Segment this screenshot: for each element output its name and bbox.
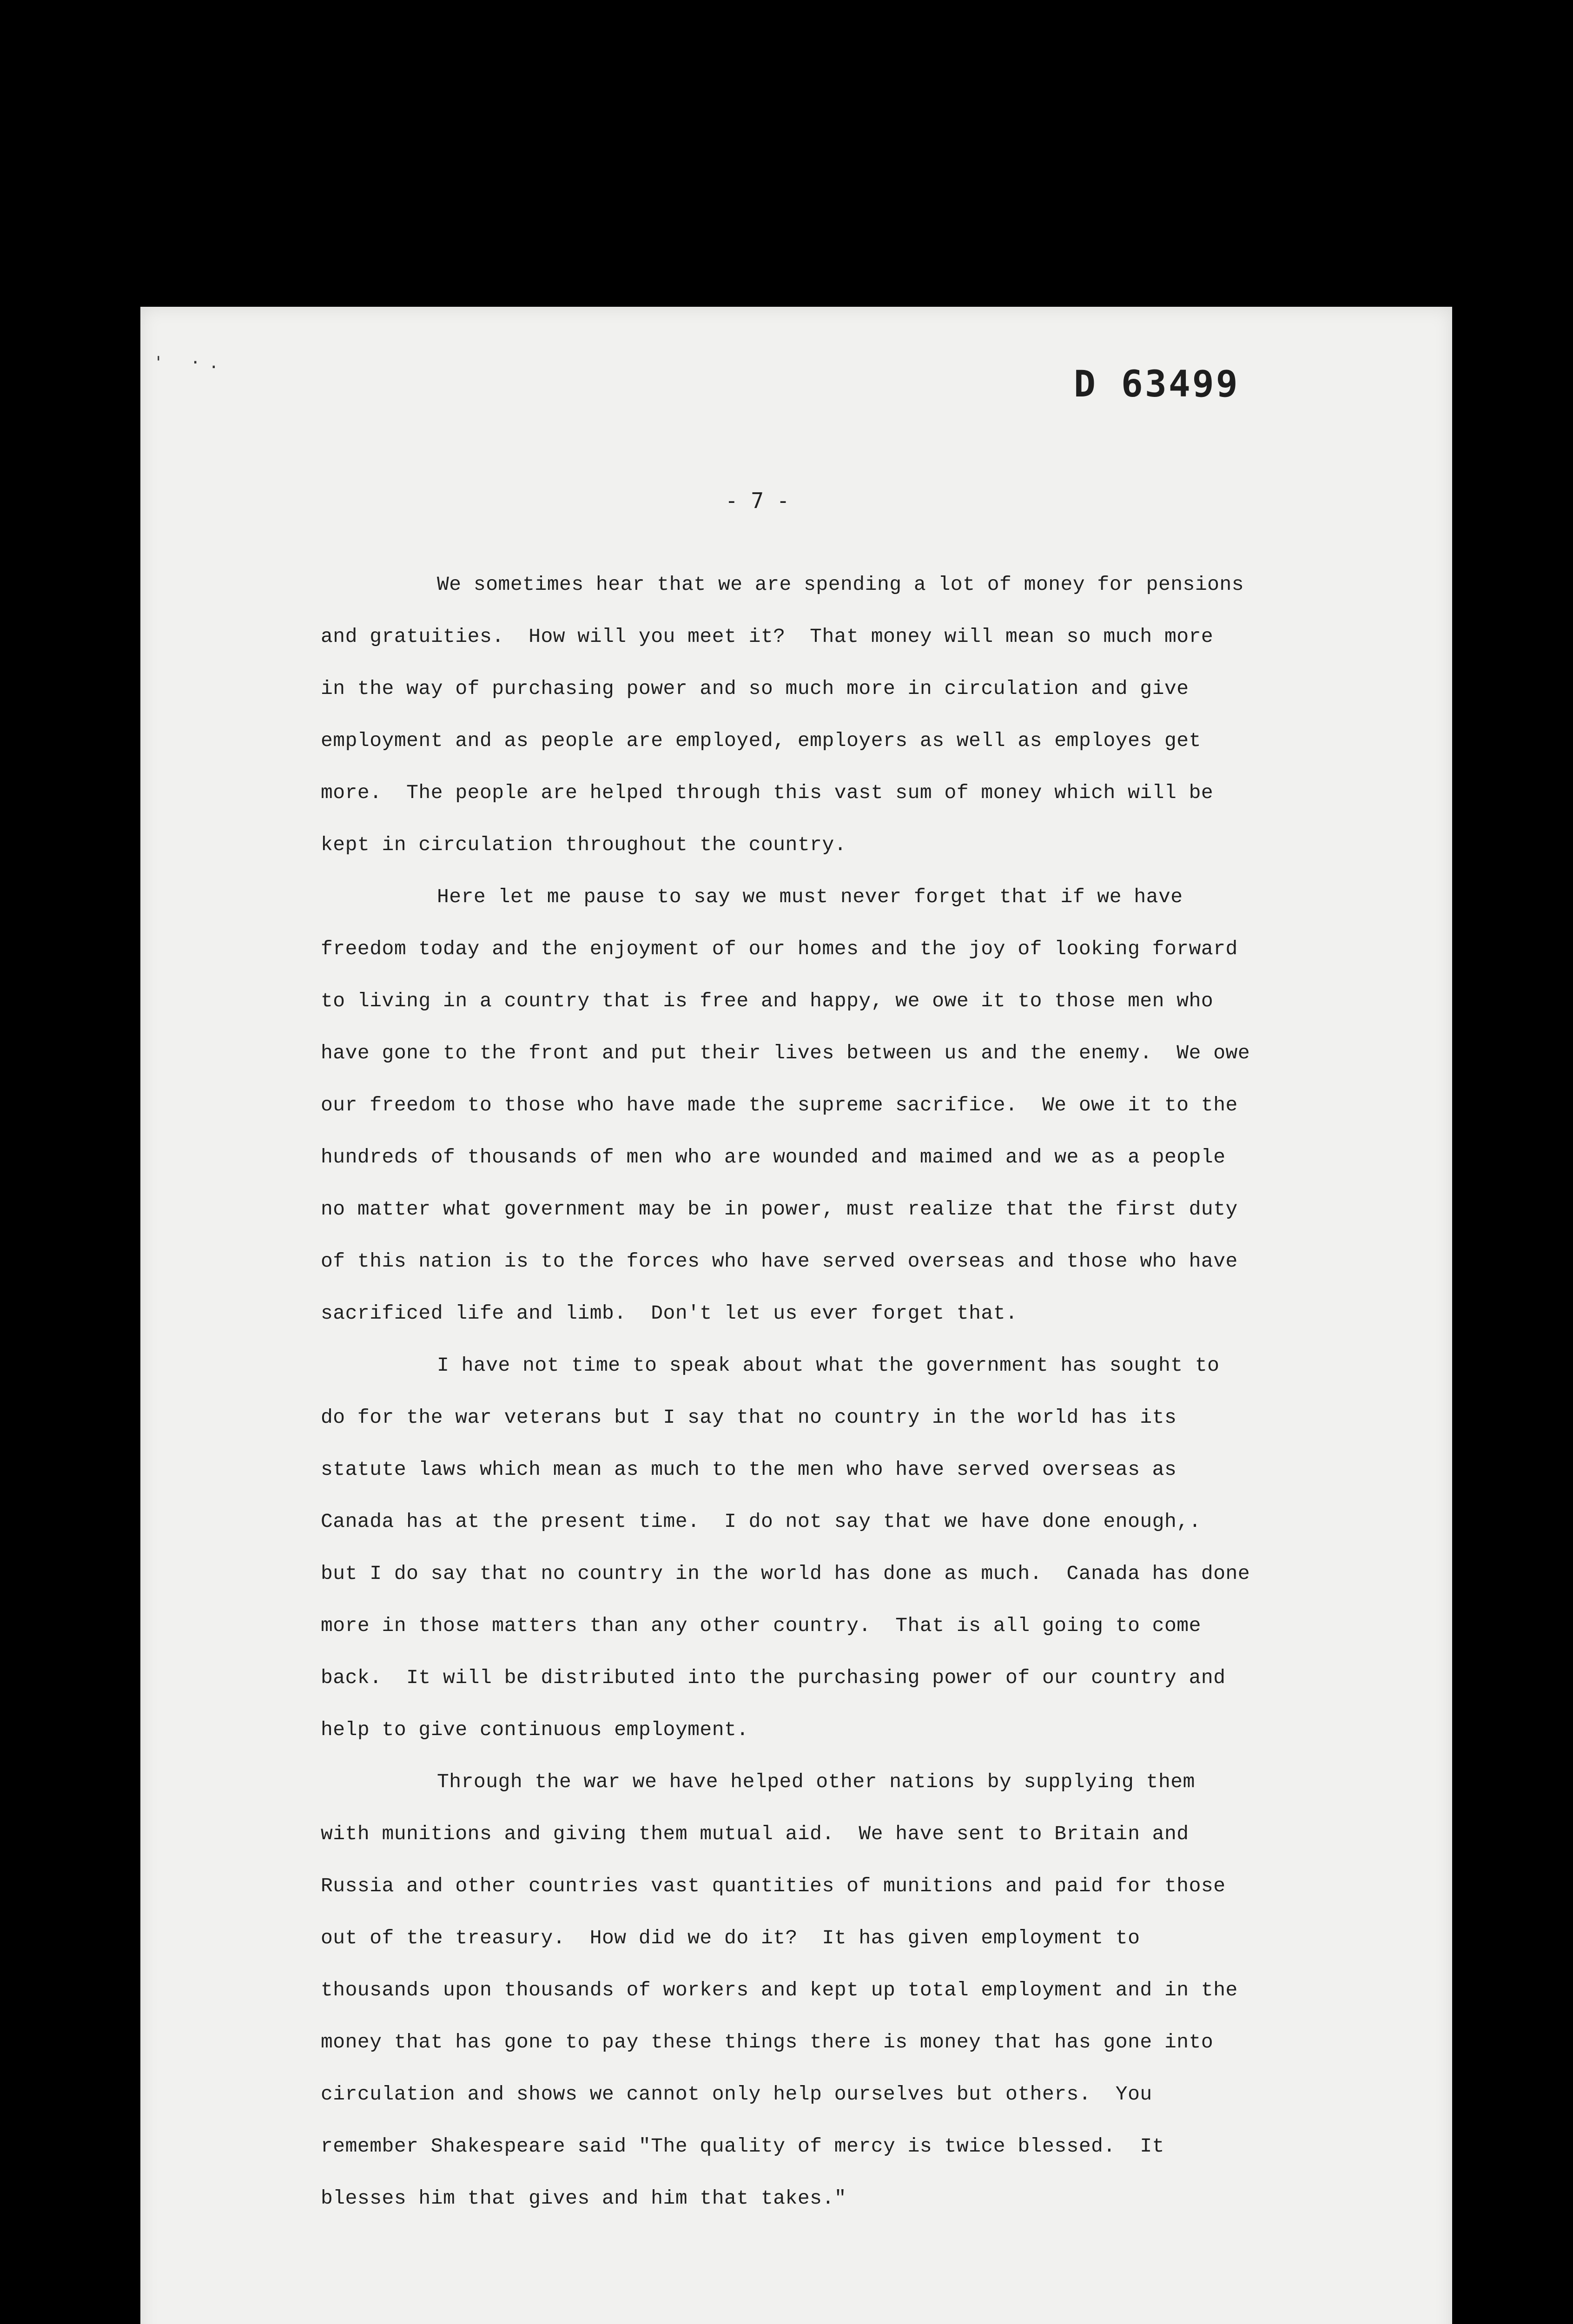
text-line: hundreds of thousands of men who are wounded and maimed and we as a people xyxy=(321,1146,1226,1169)
text-line: employment and as people are employed, employers as well as employes get xyxy=(321,729,1201,752)
text-line: We sometimes hear that we are spending a lot of money for pensions xyxy=(437,573,1244,596)
page-number: - 7 - xyxy=(725,488,790,513)
text-line: sacrificed life and limb. Don't let us ever forget that. xyxy=(321,1302,1018,1325)
text-line: blesses him that gives and him that takes." xyxy=(321,2187,847,2210)
text-line: of this nation is to the forces who have served overseas and those who have xyxy=(321,1250,1238,1273)
text-line: help to give continuous employment. xyxy=(321,1718,749,1741)
document-body xyxy=(321,570,1343,2236)
text-line: Here let me pause to say we must never forget that if we have xyxy=(437,885,1183,908)
text-line: Through the war we have helped other nations by supplying them xyxy=(437,1770,1195,1793)
text-line: statute laws which mean as much to the men who have served overseas as xyxy=(321,1458,1177,1481)
text-line: I have not time to speak about what the government has sought to xyxy=(437,1354,1220,1377)
text-line: remember Shakespeare said "The quality of mercy is twice blessed. It xyxy=(321,2135,1164,2158)
text-line: with munitions and giving them mutual aid. We have sent to Britain and xyxy=(321,1822,1189,1845)
text-line: Canada has at the present time. I do not say that we have done enough,. xyxy=(321,1510,1201,1533)
text-line: kept in circulation throughout the country. xyxy=(321,833,847,856)
text-line: thousands upon thousands of workers and kept up total employment and in the xyxy=(321,1979,1238,2001)
text-line: do for the war veterans but I say that no country in the world has its xyxy=(321,1406,1177,1429)
text-line: have gone to the front and put their lives between us and the enemy. We owe xyxy=(321,1042,1250,1064)
text-line: freedom today and the enjoyment of our homes and the joy of looking forward xyxy=(321,938,1238,960)
text-line: back. It will be distributed into the purchasing power of our country and xyxy=(321,1666,1226,1689)
text-line: Russia and other countries vast quantities of munitions and paid for those xyxy=(321,1875,1226,1897)
text-line: no matter what government may be in power, must realize that the first duty xyxy=(321,1198,1238,1221)
text-line: circulation and shows we cannot only help ourselves but others. You xyxy=(321,2083,1152,2106)
text-line: and gratuities. How will you meet it? That money will mean so much more xyxy=(321,625,1214,648)
text-line: but I do say that no country in the world has done as much. Canada has done xyxy=(321,1562,1250,1585)
text-line: to living in a country that is free and happy, we owe it to those men who xyxy=(321,990,1214,1012)
text-line: our freedom to those who have made the supreme sacrifice. We owe it to the xyxy=(321,1094,1238,1116)
text-line: money that has gone to pay these things there is money that has gone into xyxy=(321,2031,1214,2053)
text-line: out of the treasury. How did we do it? It has given employment to xyxy=(321,1927,1140,1949)
text-line: in the way of purchasing power and so much more in circulation and give xyxy=(321,677,1189,700)
text-line: more. The people are helped through this vast sum of money which will be xyxy=(321,781,1214,804)
text-line: more in those matters than any other country. That is all going to come xyxy=(321,1614,1201,1637)
stray-marks: ' ·. xyxy=(153,353,227,372)
document-number: D 63499 xyxy=(1074,363,1240,405)
